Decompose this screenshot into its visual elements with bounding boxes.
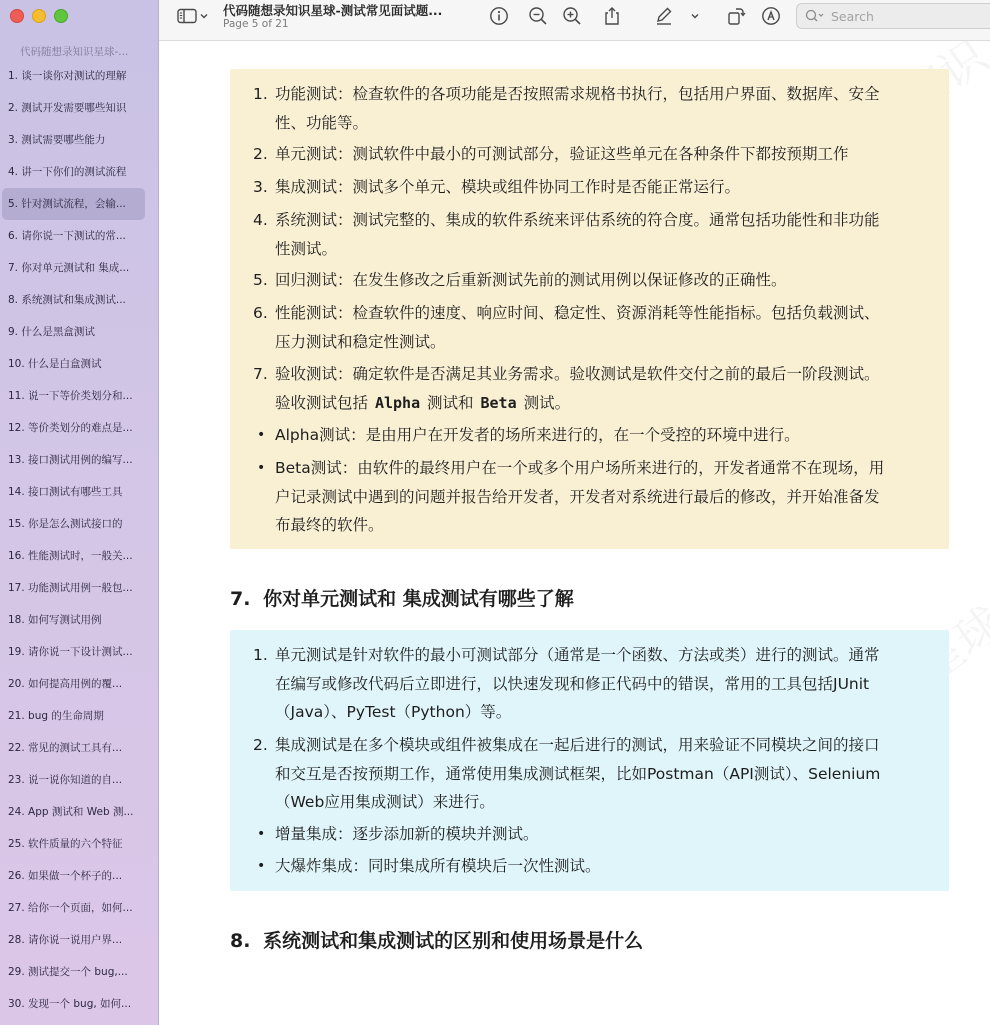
list-item (253, 360, 930, 417)
bullet-item (257, 421, 930, 450)
sidebar-item[interactable]: 23. 说一说你知道的自... (8, 774, 123, 786)
list-text: 单元测试：测试软件中最小的可测试部分，验证这些单元在各种条件下都按预期工作 (275, 145, 849, 163)
page-indicator: Page 5 of 21 (223, 18, 289, 30)
bullet-item (257, 454, 930, 540)
sidebar-item[interactable]: 14. 接口测试有哪些工具 (8, 486, 123, 498)
list-text: （Web应用集成测试）来进行。 (275, 793, 495, 811)
sidebar-item[interactable]: 17. 功能测试用例一般包... (8, 582, 133, 594)
sidebar-item[interactable]: 11. 说一下等价类划分和... (8, 390, 133, 402)
sidebar-item[interactable]: 2. 测试开发需要哪些知识 (8, 102, 127, 114)
list-text: 大爆炸集成：同时集成所有模块后一次性测试。 (275, 857, 601, 875)
list-text: 户记录测试中遇到的问题并报告给开发者，开发者对系统进行最后的修改，并开始准备发 (275, 487, 880, 506)
sidebar-item[interactable]: 13. 接口测试用例的编写... (8, 454, 133, 466)
sidebar-item[interactable]: 7. 你对单元测试和 集成... (8, 262, 130, 274)
bullet: • (257, 427, 266, 443)
table-of-contents (0, 60, 158, 1020)
sidebar-item[interactable]: 30. 发现一个 bug, 如何... (8, 998, 132, 1010)
document-title: 代码随想录知识星球-测试常见面试题... (223, 3, 443, 18)
list-text: 单元测试是针对软件的最小可测试部分（通常是一个函数、方法或类）进行的测试。通常 (275, 646, 880, 664)
annotate-icon[interactable] (760, 5, 782, 27)
sidebar-item[interactable]: 6. 请你说一下测试的常... (8, 230, 126, 242)
list-item (253, 641, 930, 727)
window-controls (10, 9, 68, 23)
sidebar-item[interactable]: 16. 性能测试时，一般关... (8, 550, 133, 562)
list-text: 测试和 (427, 393, 474, 412)
section-title: 系统测试和集成测试的区别和使用场景是什么 (263, 930, 644, 952)
list-text: 系统测试：测试完整的、集成的软件系统来评估系统的符合度。通常包括功能性和非功能 (275, 211, 880, 229)
search-placeholder: Search (831, 8, 874, 24)
sidebar (0, 0, 159, 1025)
section-heading (230, 584, 574, 611)
list-item (253, 206, 930, 263)
list-text: 布最终的软件。 (275, 516, 384, 534)
sidebar-item[interactable]: 21. bug 的生命周期 (8, 710, 104, 722)
sidebar-item[interactable]: 15. 你是怎么测试接口的 (8, 518, 123, 530)
sidebar-item[interactable]: 26. 如果做一个杯子的... (8, 870, 123, 882)
sidebar-item-active[interactable]: 5. 针对测试流程，会输... (2, 188, 145, 220)
list-text: 验收测试：确定软件是否满足其业务需求。验收测试是软件交付之前的最后一阶段测试。 (275, 365, 880, 383)
list-number: 6. (253, 304, 268, 322)
list-number: 1. (253, 646, 268, 664)
list-text: 压力测试和稳定性测试。 (275, 332, 446, 351)
share-icon[interactable] (601, 5, 623, 27)
list-text: 性测试。 (275, 239, 338, 258)
rotate-icon[interactable] (725, 5, 747, 27)
sidebar-item[interactable]: 28. 请你说一说用户界... (8, 934, 123, 946)
sidebar-item[interactable]: 12. 等价类划分的难点是... (8, 422, 133, 434)
list-text: 和交互是否按预期工作，通常使用集成测试框架，比如Postman（API测试）、Selenium (275, 764, 881, 783)
list-item (253, 266, 930, 295)
sidebar-item[interactable]: 3. 测试需要哪些能力 (8, 134, 106, 146)
info-icon[interactable] (488, 5, 510, 27)
sidebar-item[interactable]: 18. 如何写测试用例 (8, 614, 102, 626)
list-text: （Java）、PyTest（Python）等。 (275, 703, 512, 721)
list-number: 2. (253, 145, 268, 163)
bullet-item (257, 852, 930, 881)
bullet: • (257, 460, 266, 476)
close-window-button[interactable] (10, 9, 24, 23)
chevron-down-icon[interactable] (198, 5, 210, 27)
sidebar-toggle-icon[interactable] (176, 5, 198, 27)
list-item (253, 299, 930, 356)
list-text: 集成测试：测试多个单元、模块或组件协同工作时是否能正常运行。 (275, 178, 741, 196)
list-text: 功能测试：检查软件的各项功能是否按照需求规格书执行，包括用户界面、数据库、安全 (275, 85, 880, 103)
section-6-list-box (230, 69, 949, 549)
sidebar-item[interactable]: 19. 请你说一下设计测试... (8, 646, 133, 658)
zoom-out-icon[interactable] (527, 5, 549, 27)
bullet: • (257, 826, 266, 842)
sidebar-item[interactable]: 20. 如何提高用例的覆... (8, 678, 123, 690)
section-heading (230, 926, 643, 953)
zoom-in-icon[interactable] (561, 5, 583, 27)
list-text: 验收测试包括 (275, 393, 369, 412)
list-text: 测试。 (523, 393, 571, 412)
list-text: Beta测试：由软件的最终用户在一个或多个用户场所来进行的，开发者通常不在现场，用 (275, 459, 885, 477)
section-title: 你对单元测试和 集成测试有哪些了解 (263, 588, 574, 610)
search-field[interactable] (796, 3, 990, 29)
document-page[interactable] (159, 41, 990, 1025)
sidebar-item[interactable]: 22. 常见的测试工具有... (8, 742, 123, 754)
sidebar-item[interactable]: 1. 谈一谈你对测试的理解 (8, 70, 127, 82)
sidebar-item[interactable]: 24. App 测试和 Web 测... (8, 806, 134, 818)
sidebar-item[interactable]: 10. 什么是白盒测试 (8, 358, 102, 370)
list-text: 性、功能等。 (275, 113, 369, 132)
list-item (253, 140, 930, 169)
sidebar-item[interactable]: 8. 系统测试和集成测试... (8, 294, 126, 306)
list-item (253, 173, 930, 202)
section-number: 7. (230, 588, 251, 610)
toolbar (159, 0, 990, 41)
bullet-item (257, 820, 930, 849)
code-beta: Beta (480, 393, 517, 412)
list-item (253, 731, 930, 817)
bullet: • (257, 858, 266, 874)
list-item (253, 80, 930, 137)
sidebar-item[interactable]: 9. 什么是黑盒测试 (8, 326, 95, 338)
sidebar-item[interactable]: 4. 讲一下你们的测试流程 (8, 166, 127, 178)
list-text: 回归测试：在发生修改之后重新测试先前的测试用例以保证修改的正确性。 (275, 271, 787, 289)
sidebar-item[interactable]: 29. 测试提交一个 bug,... (8, 966, 128, 978)
list-text-with-code (275, 389, 930, 418)
sidebar-item[interactable]: 27. 给你一个页面，如何... (8, 902, 133, 914)
sidebar-document-title[interactable]: 代码随想录知识星球-... (20, 46, 129, 58)
code-alpha: Alpha (374, 393, 421, 412)
list-text: 性能测试：检查软件的速度、响应时间、稳定性、资源消耗等性能指标。包括负载测试、 (275, 304, 880, 322)
sidebar-item[interactable]: 25. 软件质量的六个特征 (8, 838, 123, 850)
zoom-window-button[interactable] (54, 9, 68, 23)
section-7-list-box (230, 630, 949, 891)
section-number: 8. (230, 930, 251, 952)
chevron-down-icon[interactable] (689, 5, 701, 27)
list-number: 1. (253, 85, 268, 103)
list-number: 4. (253, 211, 268, 229)
minimize-window-button[interactable] (32, 9, 46, 23)
search-icon (805, 9, 825, 23)
list-text: 在编写或修改代码后立即进行，以快速发现和修正代码中的错误，常用的工具包括JUnit (275, 674, 870, 693)
list-text: Alpha测试：是由用户在开发者的场所来进行的，在一个受控的环境中进行。 (275, 426, 800, 444)
list-number: 5. (253, 271, 268, 289)
list-number: 2. (253, 736, 268, 754)
list-text: 增量集成：逐步添加新的模块并测试。 (275, 825, 539, 843)
list-text: 集成测试是在多个模块或组件被集成在一起后进行的测试，用来验证不同模块之间的接口 (275, 736, 880, 754)
markup-pen-icon[interactable] (653, 5, 675, 27)
list-number: 3. (253, 178, 268, 196)
list-number: 7. (253, 365, 268, 383)
